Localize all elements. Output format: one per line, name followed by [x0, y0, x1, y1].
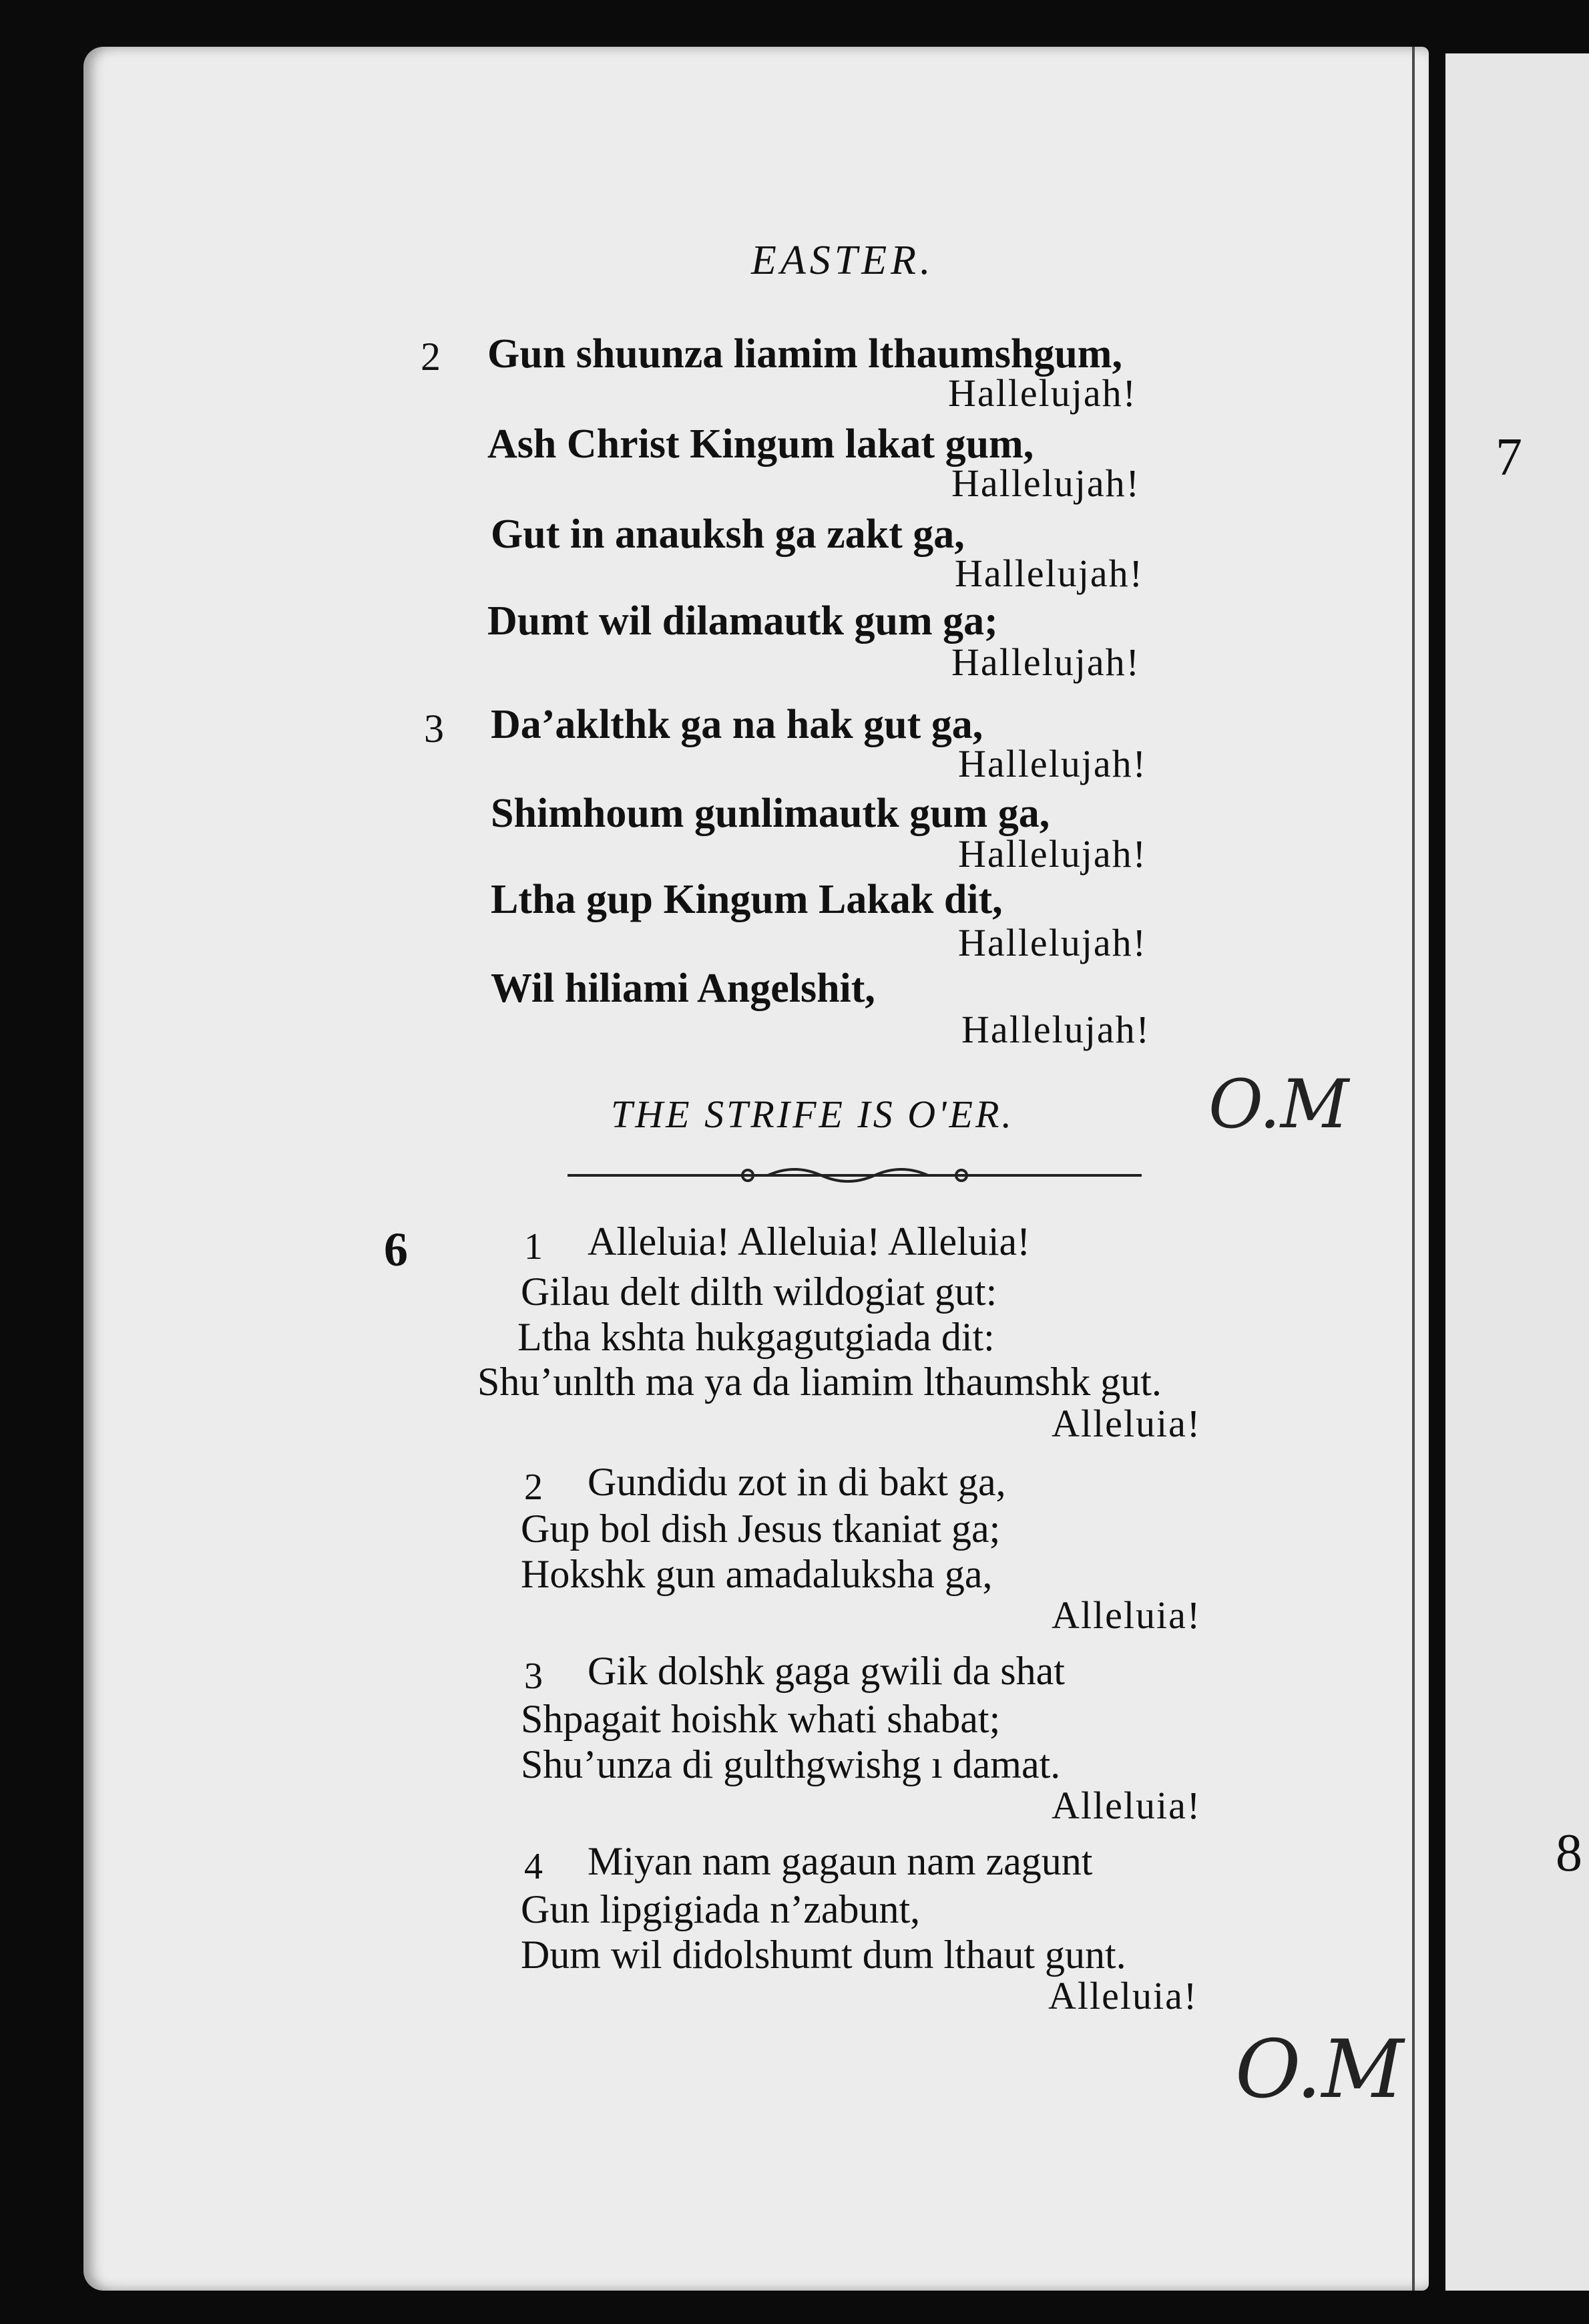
verse-line: Gundidu zot in di bakt ga,: [588, 1460, 1006, 1504]
verse-line: Dum wil didolshumt dum lthaut gunt.: [521, 1933, 1126, 1977]
verse-line: Gut in anauksh ga zakt ga,: [491, 512, 965, 557]
verse-line: Shpagait hoishk whati shabat;: [521, 1697, 1001, 1741]
verse-line: Alleluia! Alleluia! Alleluia!: [588, 1219, 1031, 1264]
verse-line: Wil hiliami Angelshit,: [491, 966, 875, 1011]
verse-line: Da’aklthk ga na hak gut ga,: [491, 702, 983, 747]
handwritten-note: O.M: [1235, 2023, 1404, 2116]
refrain: Alleluia!: [1052, 1784, 1202, 1827]
verse-number: 4: [524, 1846, 543, 1887]
hymn-number: 6: [384, 1223, 408, 1276]
verse-line: Dumt wil dilamautk gum ga;: [487, 598, 998, 644]
verse-line: Gilau delt dilth wildogiat gut:: [521, 1270, 997, 1314]
refrain: Hallelujah!: [948, 371, 1137, 415]
verse-line: Gun shuunza liamim lthaumshgum,: [487, 331, 1122, 377]
verse-line: Ash Christ Kingum lakat gum,: [487, 421, 1034, 467]
facing-page-number: 8: [1556, 1824, 1582, 1883]
refrain: Hallelujah!: [958, 742, 1147, 785]
refrain: Hallelujah!: [955, 552, 1144, 595]
verse-line: Shu’unza di gulthgwishg ı damat.: [521, 1742, 1061, 1786]
refrain: Hallelujah!: [961, 1008, 1150, 1051]
refrain: Alleluia!: [1052, 1593, 1202, 1637]
verse-line: Ltha gup Kingum Lakak dit,: [491, 877, 1003, 922]
verse-line: Gup bol dish Jesus tkaniat ga;: [521, 1507, 1001, 1551]
verse-line: Shimhoum gunlimautk gum ga,: [491, 791, 1050, 836]
verse-line: Gik dolshk gaga gwili da shat: [588, 1649, 1065, 1693]
refrain: Alleluia!: [1052, 1402, 1202, 1445]
refrain: Hallelujah!: [951, 461, 1140, 505]
verse-line: Ltha kshta hukgagutgiada dit:: [517, 1315, 995, 1359]
refrain: Hallelujah!: [951, 640, 1140, 684]
facing-page-number: 7: [1496, 428, 1522, 487]
verse-number: 3: [424, 707, 444, 751]
facing-page: [1445, 53, 1589, 2291]
verse-line: Hokshk gun amadaluksha ga,: [521, 1552, 993, 1596]
verse-line: Gun lipgigiada n’zabunt,: [521, 1887, 921, 1931]
verse-number: 3: [524, 1656, 543, 1697]
hymn-title: THE STRIFE IS O'ER.: [611, 1093, 1014, 1136]
refrain: Alleluia!: [1048, 1974, 1198, 2017]
verse-number: 1: [524, 1226, 543, 1268]
page-edge: [1412, 47, 1415, 2291]
page-header: EASTER.: [751, 238, 935, 283]
verse-line: Shu’unlth ma ya da liamim lthaumshk gut.: [477, 1360, 1162, 1404]
verse-line: Miyan nam gagaun nam zagunt: [588, 1839, 1093, 1883]
verse-number: 2: [421, 335, 441, 379]
handwritten-note: O.M: [1208, 1065, 1349, 1143]
ornament-divider: [568, 1162, 1142, 1189]
refrain: Hallelujah!: [958, 921, 1147, 964]
verse-number: 2: [524, 1467, 543, 1508]
refrain: Hallelujah!: [958, 832, 1147, 876]
